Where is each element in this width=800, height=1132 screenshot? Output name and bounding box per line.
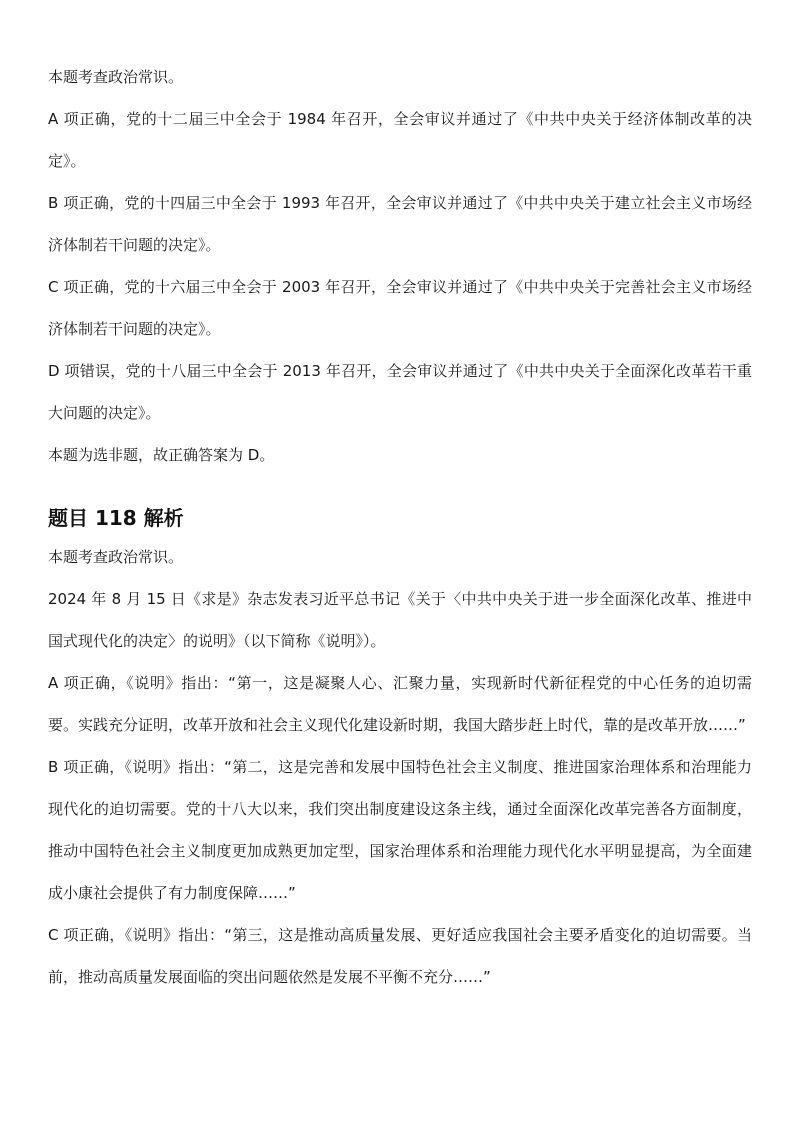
paragraph: 本题为选非题，故正确答案为 D。 [48,446,275,464]
paragraph: C 项正确，党的十六届三中全会于 2003 年召开，全会审议并通过了《中共中央关于完善社会主义市场经济体制若干问题的决定》。 [48,278,752,338]
section-heading: 题目 118 解析 [48,506,184,530]
paragraph: C 项正确，《说明》指出：“第三，这是推动高质量发展、更好适应我国社会主要矛盾变化的迫切需要。当前，推动高质量发展面临的突出问题依然是发展不平衡不充分……” [48,926,752,986]
paragraph: B 项正确，党的十四届三中全会于 1993 年召开，全会审议并通过了《中共中央关于建立社会主义市场经济体制若干问题的决定》。 [48,194,752,254]
question-118-explanation [48,536,752,998]
paragraph: A 项正确，《说明》指出：“第一，这是凝聚人心、汇聚力量，实现新时代新征程党的中心任务的迫切需要。实践充分证明，改革开放和社会主义现代化建设新时期，我国大踏步赶上时代，靠的是改革开放……” [48,674,752,734]
paragraph: 本题考查政治常识。 [48,68,184,86]
paragraph: D 项错误，党的十八届三中全会于 2013 年召开，全会审议并通过了《中共中央关于全面深化改革若干重大问题的决定》。 [48,362,752,422]
previous-answer-explanation [48,56,752,476]
paragraph: 2024 年 8 月 15 日《求是》杂志发表习近平总书记《关于〈中共中央关于进一步全面深化改革、推进中国式现代化的决定〉的说明》（以下简称《说明》）。 [48,590,752,650]
paragraph: B 项正确，《说明》指出：“第二，这是完善和发展中国特色社会主义制度、推进国家治理体系和治理能力现代化的迫切需要。党的十八大以来，我们突出制度建设这条主线，通过全面深化改革完善各方面制度，推动中国特色社会主义制度更加成熟更加定型，国家治理体系和治理能力现代化水平明显提高，为全面建成小康社会提供了有力制度保障……” [48,758,752,902]
document-page [48,56,752,998]
paragraph: A 项正确，党的十二届三中全会于 1984 年召开，全会审议并通过了《中共中央关于经济体制改革的决定》。 [48,110,752,170]
paragraph: 本题考查政治常识。 [48,548,184,566]
